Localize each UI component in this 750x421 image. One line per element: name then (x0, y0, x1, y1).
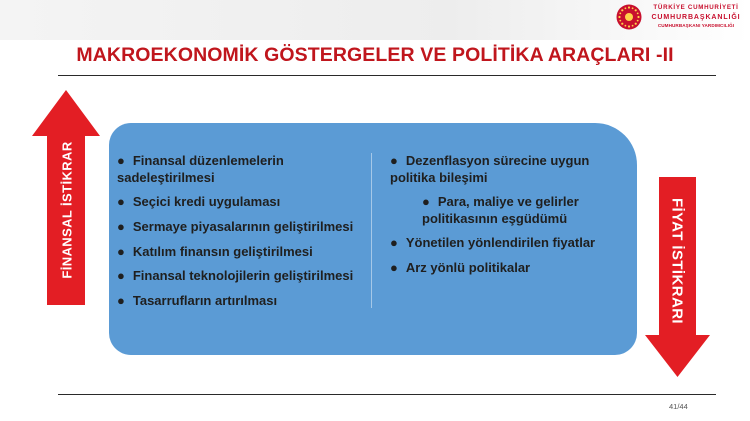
list-item: ● Sermaye piyasalarının geliştirilmesi (117, 218, 354, 234)
bullet-icon: ● (117, 268, 125, 284)
financial-stability-label: FİNANSAL İSTİKRAR (59, 141, 75, 279)
bullet-icon: ● (117, 243, 125, 259)
price-policy-list (390, 153, 625, 284)
financial-policy-list (117, 153, 369, 318)
price-stability-label: FİYAT İSTİKRARI (668, 197, 686, 325)
list-item: ● Arz yönlü politikalar (390, 259, 531, 275)
list-item: ● Katılım finansın geliştirilmesi (117, 243, 313, 259)
bullet-icon: ● (117, 194, 125, 210)
org-line-1: TÜRKİYE CUMHURİYETİ (653, 4, 739, 11)
page-number: 41/44 (669, 402, 688, 411)
presidential-seal-icon (616, 4, 642, 30)
list-item: ● Finansal düzenlemelerin sadeleştirilmesi (117, 153, 284, 185)
bullet-icon: ● (390, 235, 398, 250)
list-item: ● Dezenflasyon sürecine uygun politika bileşimi (390, 153, 590, 185)
bullet-icon: ● (390, 153, 398, 168)
column-divider (371, 153, 372, 308)
list-item: ● Tasarrufların artırılması (117, 292, 278, 308)
bullet-icon: ● (117, 153, 125, 168)
org-line-3: CUMHURBAŞKANI YARDIMCILIĞI (657, 23, 735, 29)
organization-name (648, 5, 744, 29)
bullet-icon: ● (422, 194, 430, 209)
bullet-icon: ● (117, 218, 125, 234)
list-item: ● Para, maliye ve gelirler politikasının eşgüdümü (422, 194, 579, 226)
org-line-2: CUMHURBAŞKANLIĞI (651, 14, 741, 22)
bullet-icon: ● (117, 292, 125, 308)
list-item: ● Yönetilen yönlendirilen fiyatlar (390, 235, 596, 250)
list-item: ● Finansal teknolojilerin geliştirilmesi (117, 268, 354, 284)
footer-divider (58, 394, 716, 395)
bullet-icon: ● (390, 259, 398, 275)
slide-title: MAKROEKONOMİK GÖSTERGELER VE POLİTİKA ARAÇLARI -II (76, 44, 674, 66)
title-divider (58, 75, 716, 76)
list-item: ● Seçici kredi uygulaması (117, 194, 281, 210)
